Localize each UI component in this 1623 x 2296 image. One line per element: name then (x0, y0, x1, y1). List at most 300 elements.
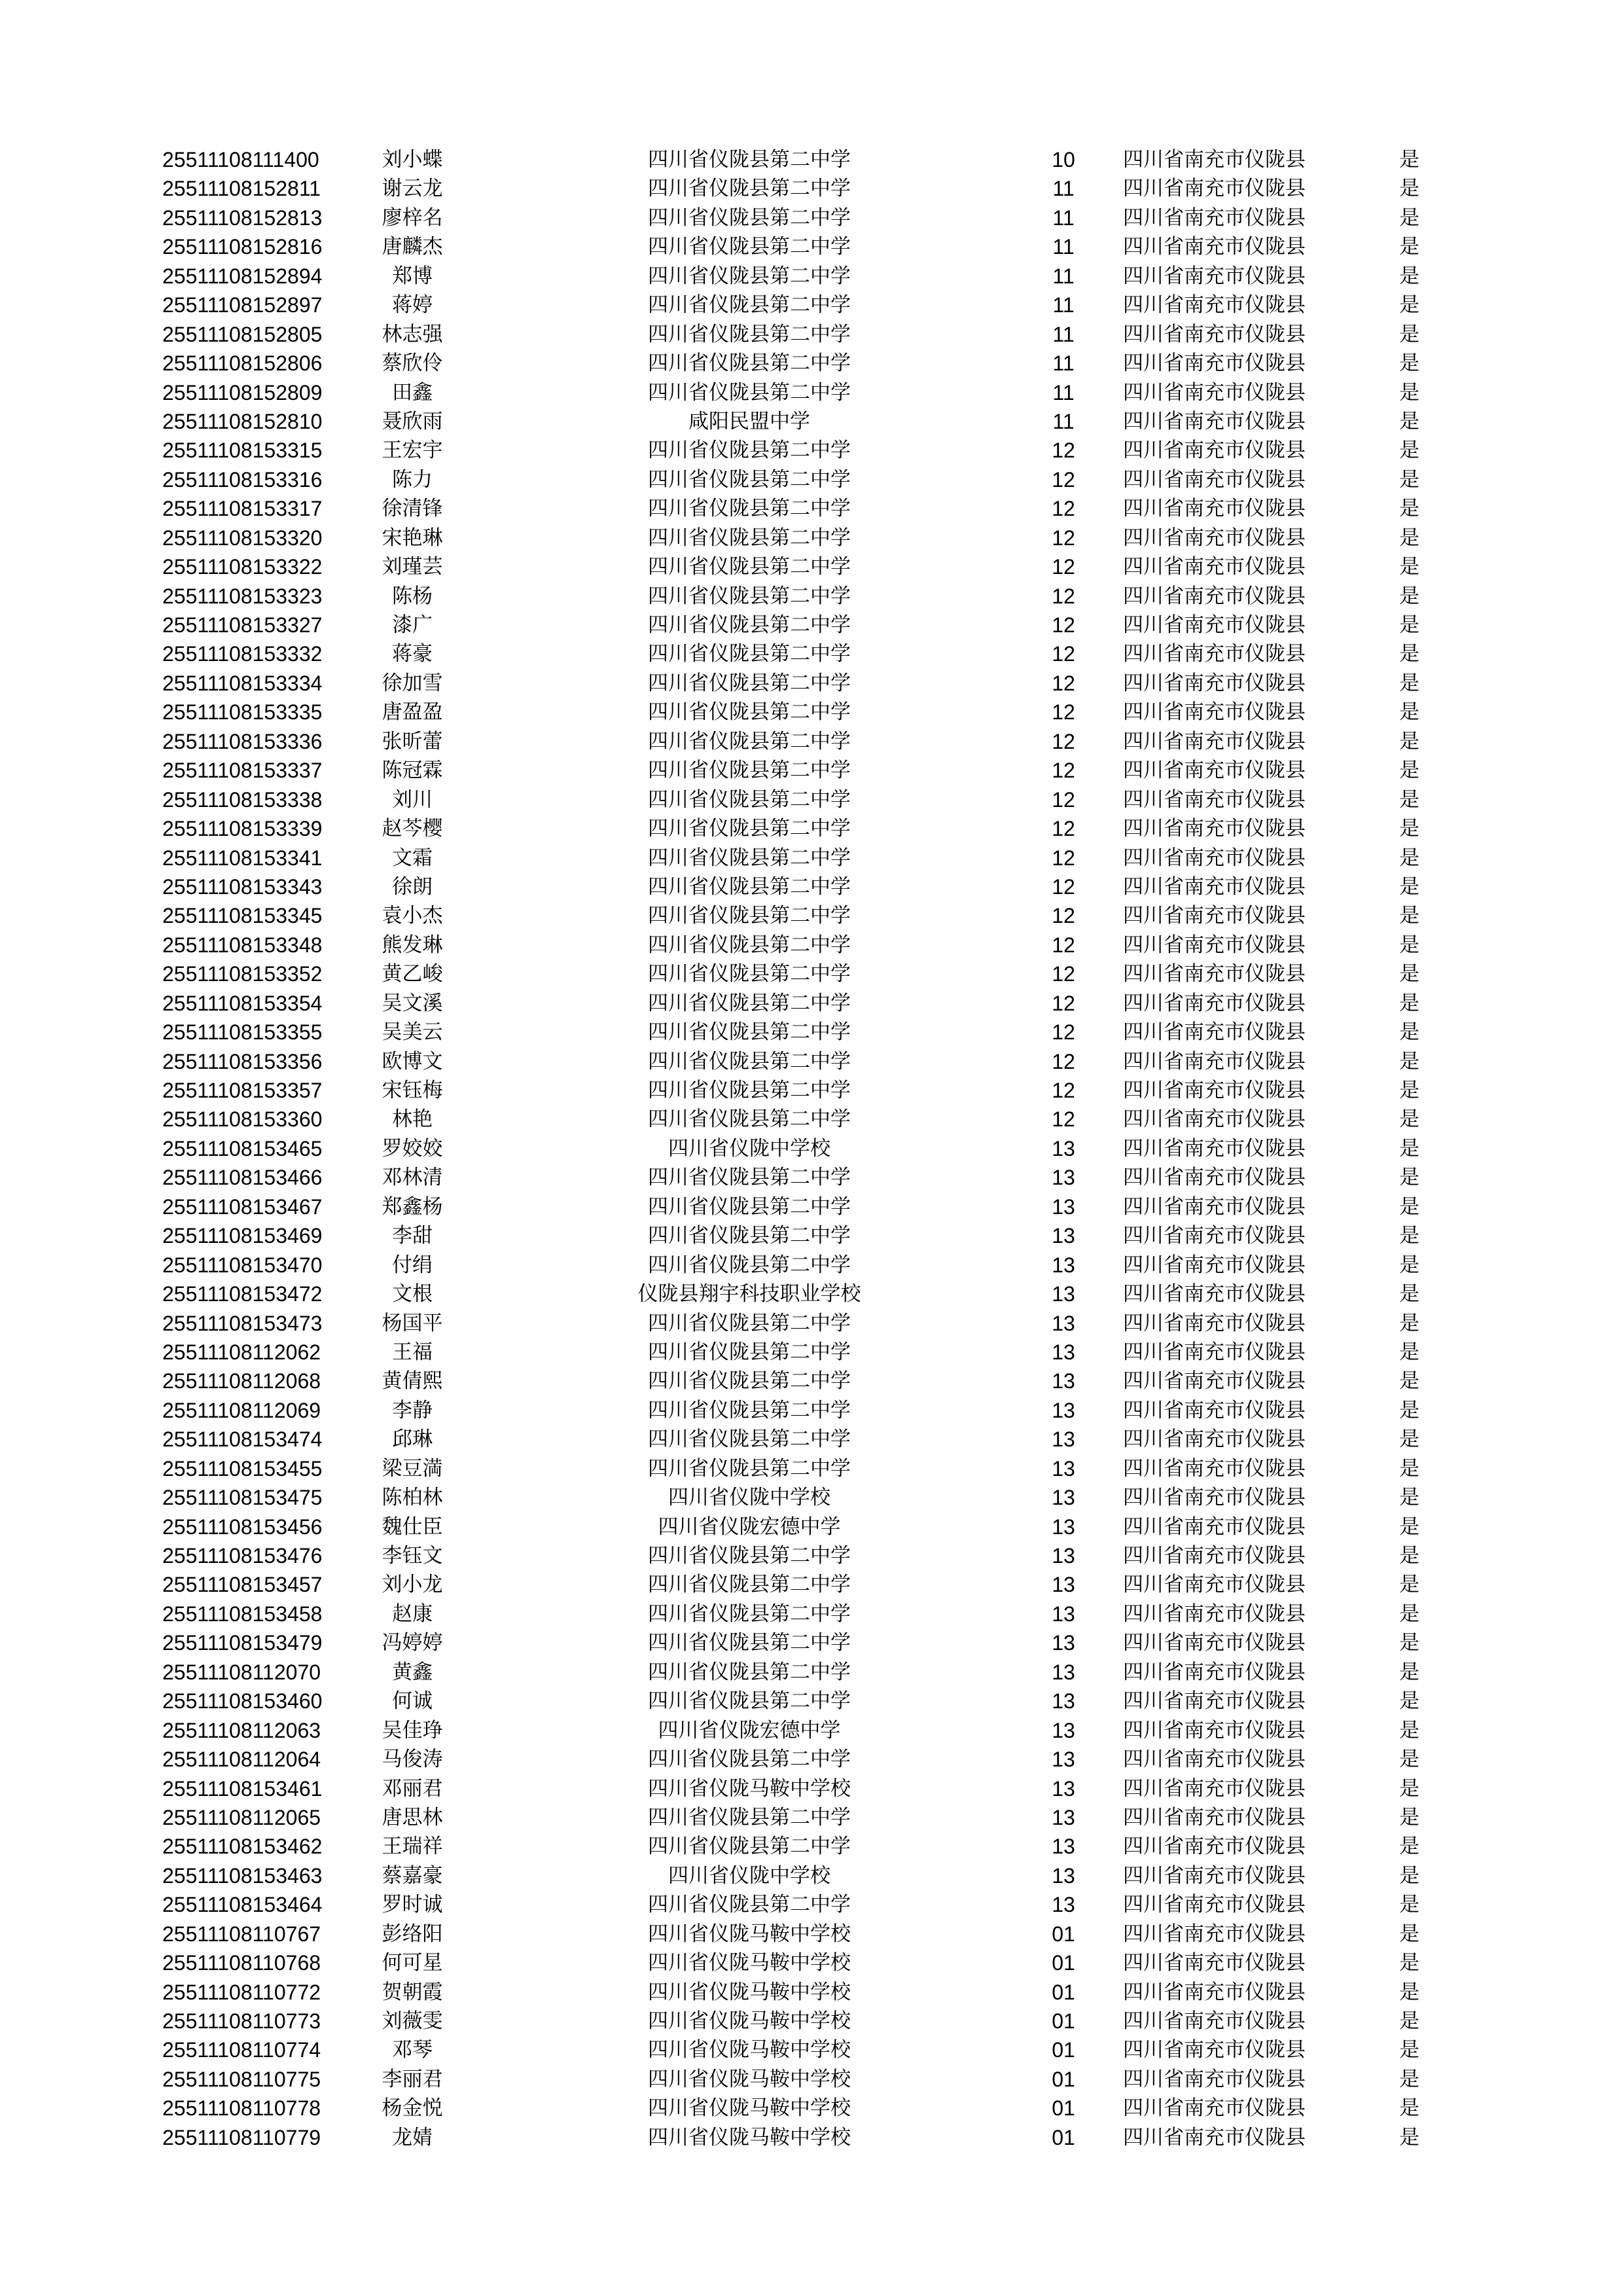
status-flag-cell: 是 (1399, 1340, 1419, 1364)
student-name-cell: 蒋婷 (392, 293, 433, 317)
exam-id-cell: 25511108110768 (162, 1951, 321, 1975)
school-cell: 四川省仪陇县第二中学 (648, 1456, 851, 1480)
table-row (0, 1483, 1623, 1512)
status-flag-cell: 是 (1399, 1863, 1419, 1888)
region-cell: 四川省南充市仪陇县 (1123, 1515, 1306, 1539)
exam-id-cell: 25511108152816 (162, 235, 323, 259)
exam-id-cell: 25511108153456 (162, 1515, 323, 1539)
grade-cell: 11 (1052, 380, 1075, 404)
school-cell: 四川省仪陇县第二中学 (648, 787, 851, 812)
student-name-cell: 陈冠霖 (382, 759, 443, 783)
table-row (0, 1600, 1623, 1628)
student-name-cell: 付绢 (392, 1253, 433, 1277)
region-cell: 四川省南充市仪陇县 (1123, 1660, 1306, 1684)
student-name-cell: 魏仕臣 (382, 1515, 443, 1539)
school-cell: 四川省仪陇县第二中学 (648, 1194, 851, 1219)
region-cell: 四川省南充市仪陇县 (1123, 322, 1306, 346)
table-row (0, 291, 1623, 319)
school-cell: 四川省仪陇县第二中学 (648, 729, 851, 753)
exam-id-cell: 25511108153472 (162, 1282, 323, 1306)
exam-id-cell: 25511108153462 (162, 1835, 323, 1859)
grade-cell: 01 (1052, 1922, 1075, 1946)
region-cell: 四川省南充市仪陇县 (1123, 1951, 1306, 1975)
region-cell: 四川省南充市仪陇县 (1123, 962, 1306, 986)
region-cell: 四川省南充市仪陇县 (1123, 1544, 1306, 1568)
table-row (0, 1163, 1623, 1192)
table-row (0, 2123, 1623, 2152)
school-cell: 四川省仪陇县第二中学 (648, 700, 851, 725)
table-row (0, 1134, 1623, 1163)
grade-cell: 13 (1052, 1253, 1075, 1277)
exam-id-cell: 25511108153460 (162, 1689, 323, 1713)
school-cell: 四川省仪陇县第二中学 (648, 1049, 851, 1073)
exam-id-cell: 25511108112070 (162, 1660, 321, 1684)
student-name-cell: 王瑞祥 (382, 1835, 443, 1859)
student-name-cell: 田鑫 (392, 380, 433, 404)
exam-id-cell: 25511108112064 (162, 1748, 321, 1772)
region-cell: 四川省南充市仪陇县 (1123, 933, 1306, 957)
school-cell: 四川省仪陇县第二中学 (648, 874, 851, 899)
table-row (0, 1280, 1623, 1308)
status-flag-cell: 是 (1399, 1166, 1419, 1190)
student-name-cell: 张昕蕾 (382, 729, 443, 753)
table-row (0, 1454, 1623, 1483)
student-name-cell: 罗姣姣 (382, 1136, 443, 1160)
student-name-cell: 李钰文 (382, 1544, 443, 1568)
grade-cell: 13 (1052, 1486, 1075, 1510)
table-row (0, 1193, 1623, 1221)
status-flag-cell: 是 (1399, 613, 1419, 637)
exam-id-cell: 25511108110772 (162, 1980, 321, 2004)
student-name-cell: 邓林清 (382, 1166, 443, 1190)
status-flag-cell: 是 (1399, 264, 1419, 288)
grade-cell: 12 (1052, 1107, 1075, 1132)
student-name-cell: 邓丽君 (382, 1776, 443, 1801)
grade-cell: 13 (1052, 1660, 1075, 1684)
region-cell: 四川省南充市仪陇县 (1123, 1573, 1306, 1597)
student-name-cell: 廖梓名 (382, 206, 443, 230)
table-row (0, 524, 1623, 552)
table-row (0, 407, 1623, 436)
student-name-cell: 吴美云 (382, 1020, 443, 1045)
region-cell: 四川省南充市仪陇县 (1123, 846, 1306, 870)
region-cell: 四川省南充市仪陇县 (1123, 1311, 1306, 1335)
exam-id-cell: 25511108153345 (162, 904, 323, 928)
region-cell: 四川省南充市仪陇县 (1123, 409, 1306, 433)
grade-cell: 11 (1052, 177, 1075, 201)
region-cell: 四川省南充市仪陇县 (1123, 1748, 1306, 1772)
table-row (0, 1948, 1623, 1977)
table-row (0, 204, 1623, 232)
status-flag-cell: 是 (1399, 1689, 1419, 1713)
table-row (0, 1105, 1623, 1134)
exam-id-cell: 25511108153323 (162, 584, 323, 608)
school-cell: 四川省仪陇县第二中学 (648, 235, 851, 259)
exam-id-cell: 25511108110775 (162, 2067, 321, 2091)
table-row (0, 1251, 1623, 1280)
grade-cell: 12 (1052, 1020, 1075, 1045)
region-cell: 四川省南充市仪陇县 (1123, 1718, 1306, 1742)
student-name-cell: 马俊涛 (382, 1748, 443, 1772)
student-name-cell: 王福 (392, 1340, 433, 1364)
grade-cell: 13 (1052, 1689, 1075, 1713)
school-cell: 四川省仪陇县第二中学 (648, 439, 851, 463)
exam-id-cell: 25511108153476 (162, 1544, 323, 1568)
status-flag-cell: 是 (1399, 206, 1419, 230)
exam-id-cell: 25511108153470 (162, 1253, 323, 1277)
region-cell: 四川省南充市仪陇县 (1123, 642, 1306, 666)
table-row (0, 349, 1623, 378)
exam-id-cell: 25511108153356 (162, 1049, 323, 1073)
table-row (0, 1832, 1623, 1861)
table-row (0, 1687, 1623, 1715)
exam-id-cell: 25511108153355 (162, 1020, 323, 1045)
student-name-cell: 徐加雪 (382, 671, 443, 695)
table-row (0, 2094, 1623, 2123)
exam-id-cell: 25511108153315 (162, 439, 323, 463)
student-name-cell: 林志强 (382, 322, 443, 346)
exam-id-cell: 25511108110779 (162, 2125, 321, 2149)
grade-cell: 13 (1052, 1311, 1075, 1335)
grade-cell: 11 (1052, 409, 1075, 433)
exam-id-cell: 25511108153327 (162, 613, 323, 637)
school-cell: 仪陇县翔宇科技职业学校 (637, 1282, 861, 1306)
region-cell: 四川省南充市仪陇县 (1123, 1398, 1306, 1422)
grade-cell: 10 (1052, 148, 1075, 171)
exam-id-cell: 25511108153317 (162, 497, 323, 521)
grade-cell: 13 (1052, 1573, 1075, 1597)
region-cell: 四川省南充市仪陇县 (1123, 613, 1306, 637)
region-cell: 四川省南充市仪陇县 (1123, 671, 1306, 695)
exam-id-cell: 25511108153354 (162, 991, 323, 1015)
status-flag-cell: 是 (1399, 1805, 1419, 1829)
region-cell: 四川省南充市仪陇县 (1123, 1776, 1306, 1801)
region-cell: 四川省南充市仪陇县 (1123, 497, 1306, 521)
region-cell: 四川省南充市仪陇县 (1123, 1107, 1306, 1132)
grade-cell: 12 (1052, 933, 1075, 957)
region-cell: 四川省南充市仪陇县 (1123, 1893, 1306, 1917)
region-cell: 四川省南充市仪陇县 (1123, 991, 1306, 1015)
grade-cell: 12 (1052, 846, 1075, 870)
grade-cell: 13 (1052, 1515, 1075, 1539)
status-flag-cell: 是 (1399, 2125, 1419, 2149)
exam-id-cell: 25511108153473 (162, 1311, 323, 1335)
exam-id-cell: 25511108153334 (162, 671, 323, 695)
region-cell: 四川省南充市仪陇县 (1123, 1224, 1306, 1248)
status-flag-cell: 是 (1399, 671, 1419, 695)
region-cell: 四川省南充市仪陇县 (1123, 2125, 1306, 2149)
student-name-cell: 刘小蝶 (382, 148, 443, 171)
grade-cell: 12 (1052, 584, 1075, 608)
school-cell: 四川省仪陇中学校 (668, 1486, 830, 1510)
table-row (0, 552, 1623, 581)
exam-id-cell: 25511108153336 (162, 729, 323, 753)
student-name-cell: 龙婧 (392, 2125, 433, 2149)
grade-cell: 12 (1052, 467, 1075, 492)
status-flag-cell: 是 (1399, 497, 1419, 521)
grade-cell: 13 (1052, 1602, 1075, 1626)
table-row (0, 1658, 1623, 1687)
grade-cell: 12 (1052, 555, 1075, 579)
exam-id-cell: 25511108153467 (162, 1194, 323, 1219)
region-cell: 四川省南充市仪陇县 (1123, 1456, 1306, 1480)
school-cell: 四川省仪陇县第二中学 (648, 1079, 851, 1102)
status-flag-cell: 是 (1399, 874, 1419, 899)
school-cell: 四川省仪陇县第二中学 (648, 962, 851, 986)
grade-cell: 12 (1052, 613, 1075, 637)
region-cell: 四川省南充市仪陇县 (1123, 904, 1306, 928)
student-name-cell: 宋钰梅 (382, 1079, 443, 1102)
grade-cell: 12 (1052, 759, 1075, 783)
grade-cell: 13 (1052, 1136, 1075, 1160)
grade-cell: 12 (1052, 1079, 1075, 1102)
grade-cell: 13 (1052, 1340, 1075, 1364)
student-name-cell: 林艳 (392, 1107, 433, 1132)
student-name-cell: 赵康 (392, 1602, 433, 1626)
status-flag-cell: 是 (1399, 933, 1419, 957)
table-row (0, 669, 1623, 698)
grade-cell: 13 (1052, 1369, 1075, 1393)
region-cell: 四川省南充市仪陇县 (1123, 206, 1306, 230)
region-cell: 四川省南充市仪陇县 (1123, 584, 1306, 608)
school-cell: 四川省仪陇县第二中学 (648, 671, 851, 695)
student-name-cell: 贺朝霞 (382, 1980, 443, 2004)
table-row (0, 320, 1623, 349)
student-name-cell: 李甜 (392, 1224, 433, 1248)
school-cell: 四川省仪陇县第二中学 (648, 1369, 851, 1393)
region-cell: 四川省南充市仪陇县 (1123, 1136, 1306, 1160)
school-cell: 四川省仪陇马鞍中学校 (648, 2067, 851, 2091)
exam-id-cell: 25511108111400 (162, 148, 319, 171)
school-cell: 四川省仪陇县第二中学 (648, 1835, 851, 1859)
exam-id-cell: 25511108152805 (162, 322, 323, 346)
exam-id-cell: 25511108152897 (162, 293, 323, 317)
status-flag-cell: 是 (1399, 759, 1419, 783)
school-cell: 四川省仪陇县第二中学 (648, 293, 851, 317)
student-name-cell: 唐思林 (382, 1805, 443, 1829)
exam-id-cell: 25511108153332 (162, 642, 323, 666)
student-name-cell: 徐清锋 (382, 497, 443, 521)
student-name-cell: 文霜 (392, 846, 433, 870)
school-cell: 四川省仪陇县第二中学 (648, 613, 851, 637)
region-cell: 四川省南充市仪陇县 (1123, 1282, 1306, 1306)
school-cell: 四川省仪陇县第二中学 (648, 1020, 851, 1045)
school-cell: 四川省仪陇县第二中学 (648, 1544, 851, 1568)
table-row (0, 814, 1623, 843)
status-flag-cell: 是 (1399, 1951, 1419, 1975)
student-name-cell: 唐麟杰 (382, 235, 443, 259)
student-name-cell: 蔡嘉豪 (382, 1863, 443, 1888)
school-cell: 四川省仪陇县第二中学 (648, 1311, 851, 1335)
region-cell: 四川省南充市仪陇县 (1123, 817, 1306, 841)
table-row (0, 378, 1623, 407)
region-cell: 四川省南充市仪陇县 (1123, 1922, 1306, 1946)
region-cell: 四川省南充市仪陇县 (1123, 555, 1306, 579)
table-row (0, 989, 1623, 1018)
region-cell: 四川省南充市仪陇县 (1123, 1689, 1306, 1713)
school-cell: 四川省仪陇县第二中学 (648, 904, 851, 928)
region-cell: 四川省南充市仪陇县 (1123, 1863, 1306, 1888)
status-flag-cell: 是 (1399, 1748, 1419, 1772)
grade-cell: 13 (1052, 1427, 1075, 1452)
exam-id-cell: 25511108152806 (162, 351, 323, 376)
student-name-cell: 李静 (392, 1398, 433, 1422)
status-flag-cell: 是 (1399, 904, 1419, 928)
grade-cell: 12 (1052, 642, 1075, 666)
table-row (0, 1774, 1623, 1803)
student-name-cell: 吴佳琤 (382, 1718, 443, 1742)
table-row (0, 960, 1623, 988)
grade-cell: 13 (1052, 1893, 1075, 1917)
grade-cell: 01 (1052, 2067, 1075, 2091)
exam-id-cell: 25511108112065 (162, 1805, 321, 1829)
school-cell: 四川省仪陇县第二中学 (648, 322, 851, 346)
table-row (0, 1541, 1623, 1570)
school-cell: 四川省仪陇马鞍中学校 (648, 2009, 851, 2033)
student-name-cell: 熊发琳 (382, 933, 443, 957)
region-cell: 四川省南充市仪陇县 (1123, 467, 1306, 492)
school-cell: 四川省仪陇县第二中学 (648, 1805, 851, 1829)
region-cell: 四川省南充市仪陇县 (1123, 787, 1306, 812)
school-cell: 四川省仪陇县第二中学 (648, 206, 851, 230)
school-cell: 四川省仪陇县第二中学 (648, 584, 851, 608)
exam-id-cell: 25511108112069 (162, 1398, 321, 1422)
exam-id-cell: 25511108152810 (162, 409, 323, 433)
region-cell: 四川省南充市仪陇县 (1123, 1631, 1306, 1655)
table-row (0, 1745, 1623, 1774)
exam-id-cell: 25511108152811 (162, 177, 321, 201)
table-row (0, 1628, 1623, 1657)
school-cell: 四川省仪陇县第二中学 (648, 642, 851, 666)
school-cell: 四川省仪陇中学校 (668, 1136, 830, 1160)
student-name-cell: 杨国平 (382, 1311, 443, 1335)
school-cell: 四川省仪陇县第二中学 (648, 148, 851, 171)
student-name-cell: 何可星 (382, 1951, 443, 1975)
grade-cell: 12 (1052, 991, 1075, 1015)
exam-id-cell: 25511108153475 (162, 1486, 323, 1510)
school-cell: 四川省仪陇县第二中学 (648, 380, 851, 404)
table-row (0, 145, 1623, 174)
table-row (0, 2065, 1623, 2094)
student-name-cell: 聂欣雨 (382, 409, 443, 433)
exam-id-cell: 25511108153463 (162, 1863, 323, 1888)
school-cell: 四川省仪陇县第二中学 (648, 1689, 851, 1713)
student-name-cell: 彭络阳 (382, 1922, 443, 1946)
status-flag-cell: 是 (1399, 555, 1419, 579)
student-name-cell: 郑鑫杨 (382, 1194, 443, 1219)
exam-id-cell: 25511108153466 (162, 1166, 323, 1190)
table-row (0, 872, 1623, 901)
student-name-cell: 袁小杰 (382, 904, 443, 928)
table-row (0, 1890, 1623, 1919)
status-flag-cell: 是 (1399, 293, 1419, 317)
table-row (0, 1716, 1623, 1745)
exam-id-cell: 25511108153469 (162, 1224, 323, 1248)
school-cell: 四川省仪陇县第二中学 (648, 933, 851, 957)
grade-cell: 12 (1052, 700, 1075, 725)
exam-id-cell: 25511108110778 (162, 2096, 321, 2121)
school-cell: 四川省仪陇县第二中学 (648, 264, 851, 288)
school-cell: 四川省仪陇县第二中学 (648, 1398, 851, 1422)
table-row (0, 1920, 1623, 1948)
table-row (0, 639, 1623, 668)
grade-cell: 01 (1052, 1951, 1075, 1975)
status-flag-cell: 是 (1399, 351, 1419, 376)
student-name-cell: 宋艳琳 (382, 526, 443, 550)
region-cell: 四川省南充市仪陇县 (1123, 439, 1306, 463)
exam-id-cell: 25511108152813 (162, 206, 323, 230)
table-row (0, 611, 1623, 639)
region-cell: 四川省南充市仪陇县 (1123, 1486, 1306, 1510)
school-cell: 四川省仪陇县第二中学 (648, 991, 851, 1015)
table-row (0, 1425, 1623, 1454)
exam-id-cell: 25511108153320 (162, 526, 323, 550)
school-cell: 四川省仪陇县第二中学 (648, 1573, 851, 1597)
student-name-cell: 何诚 (392, 1689, 433, 1713)
school-cell: 四川省仪陇马鞍中学校 (648, 1980, 851, 2004)
table-row (0, 931, 1623, 960)
region-cell: 四川省南充市仪陇县 (1123, 380, 1306, 404)
table-row (0, 844, 1623, 872)
school-cell: 四川省仪陇县第二中学 (648, 1340, 851, 1364)
exam-id-cell: 25511108153335 (162, 700, 323, 725)
school-cell: 四川省仪陇马鞍中学校 (648, 1922, 851, 1946)
school-cell: 四川省仪陇县第二中学 (648, 1631, 851, 1655)
table-row (0, 1803, 1623, 1832)
grade-cell: 13 (1052, 1776, 1075, 1801)
status-flag-cell: 是 (1399, 1631, 1419, 1655)
grade-cell: 12 (1052, 526, 1075, 550)
status-flag-cell: 是 (1399, 991, 1419, 1015)
status-flag-cell: 是 (1399, 1544, 1419, 1568)
student-name-cell: 刘川 (392, 787, 433, 812)
status-flag-cell: 是 (1399, 2096, 1419, 2121)
region-cell: 四川省南充市仪陇县 (1123, 1253, 1306, 1277)
status-flag-cell: 是 (1399, 1049, 1419, 1073)
student-name-cell: 漆广 (392, 613, 433, 637)
grade-cell: 12 (1052, 817, 1075, 841)
student-name-cell: 陈杨 (392, 584, 433, 608)
status-flag-cell: 是 (1399, 1194, 1419, 1219)
exam-id-cell: 25511108153316 (162, 467, 323, 492)
student-name-cell: 黄鑫 (392, 1660, 433, 1684)
status-flag-cell: 是 (1399, 1835, 1419, 1859)
exam-id-cell: 25511108153343 (162, 874, 323, 899)
status-flag-cell: 是 (1399, 1311, 1419, 1335)
student-name-cell: 李丽君 (382, 2067, 443, 2091)
status-flag-cell: 是 (1399, 1602, 1419, 1626)
status-flag-cell: 是 (1399, 1253, 1419, 1277)
status-flag-cell: 是 (1399, 1020, 1419, 1045)
grade-cell: 13 (1052, 1835, 1075, 1859)
table-row (0, 2036, 1623, 2064)
table-row (0, 901, 1623, 930)
exam-id-cell: 25511108152809 (162, 380, 323, 404)
table-row (0, 465, 1623, 494)
status-flag-cell: 是 (1399, 148, 1419, 171)
grade-cell: 12 (1052, 439, 1075, 463)
student-name-cell: 黄乙峻 (382, 962, 443, 986)
school-cell: 四川省仪陇马鞍中学校 (648, 2125, 851, 2149)
region-cell: 四川省南充市仪陇县 (1123, 759, 1306, 783)
status-flag-cell: 是 (1399, 787, 1419, 812)
region-cell: 四川省南充市仪陇县 (1123, 1340, 1306, 1364)
table-row (0, 756, 1623, 785)
school-cell: 四川省仪陇县第二中学 (648, 1660, 851, 1684)
exam-id-cell: 25511108153455 (162, 1456, 323, 1480)
school-cell: 四川省仪陇县第二中学 (648, 1166, 851, 1190)
student-name-cell: 冯婷婷 (382, 1631, 443, 1655)
